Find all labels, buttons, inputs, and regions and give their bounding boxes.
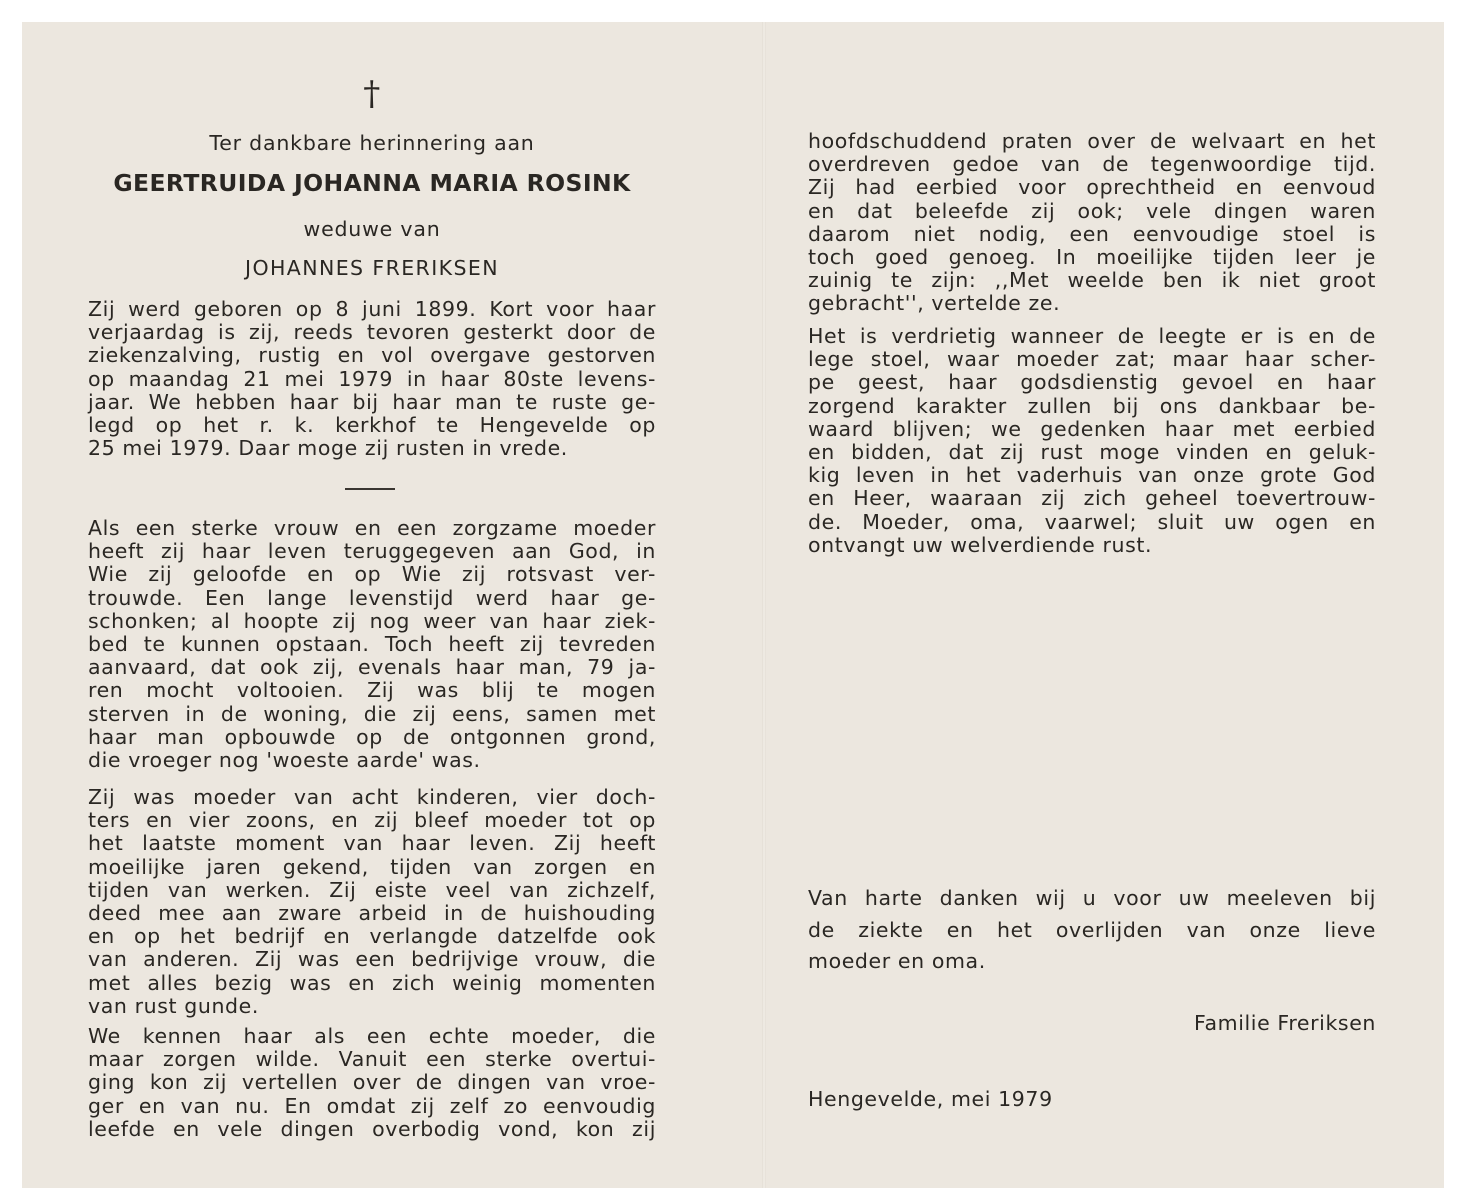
text-line: ren mocht voltooien. Zij was blij te mogen [88, 678, 656, 703]
text-line: zuinig te zijn: ,,Met weelde ben ik niet groot [808, 268, 1376, 293]
family-signature: Familie Freriksen [1193, 1011, 1376, 1035]
text-line: aanvaard, dat ook zij, evenals haar man, 79 ja- [88, 655, 656, 680]
text-line: schonken; al hoopte zij nog weer van haar ziek- [88, 608, 656, 633]
text-line: ger en van nu. En omdat zij zelf zo eenvoudig [88, 1093, 656, 1118]
text-line: verjaardag is zij, reeds tevoren gesterkt door de [88, 320, 656, 345]
text-line: lege stoel, waar moeder zat; maar haar scher- [808, 347, 1376, 372]
text-line: ging kon zij vertellen over de dingen van vroe- [88, 1070, 656, 1095]
text-line: Van harte danken wij u voor uw meeleven bij [808, 886, 1376, 910]
text-line: ters en vier zoons, en zij bleef moeder tot op [88, 808, 656, 833]
text-line: heeft zij haar leven teruggegeven aan God, in [88, 539, 656, 564]
text-line: pe geest, haar godsdienstig gevoel en haar [808, 370, 1376, 395]
widow-of-label: weduwe van [303, 217, 441, 241]
text-line: moeilijke jaren gekend, tijden van zorgen en [88, 854, 656, 879]
text-line: moeder en oma. [808, 949, 986, 973]
husband-name: JOHANNES FRERIKSEN [245, 256, 499, 280]
family-paragraph [88, 786, 656, 1018]
text-line: leefde en vele dingen overbodig vond, kon zij [88, 1116, 656, 1141]
text-line: zorgend karakter zullen bij ons dankbaar be- [808, 393, 1376, 418]
text-line: en bidden, dat zij rust moge vinden en geluk- [808, 440, 1376, 465]
memorial-card [22, 22, 1444, 1188]
text-line: en Heer, waaraan zij zich geheel toevertrouw- [808, 486, 1376, 511]
text-line: hoofdschuddend praten over de welvaart en het [808, 129, 1376, 153]
text-line: van anderen. Zij was een bedrijvige vrouw, die [88, 947, 656, 972]
text-line: jaar. We hebben haar bij haar man te ruste ge- [88, 389, 656, 414]
text-line: gebracht'', vertelde ze. [808, 291, 1061, 316]
biography-paragraph [88, 298, 656, 460]
text-line: 25 mei 1979. Daar moge zij rusten in vrede. [88, 436, 568, 461]
divider [345, 488, 395, 490]
text-line: overdreven gedoe van de tegenwoordige tijd. [808, 152, 1376, 177]
text-line: met alles bezig was en zich weinig momenten [88, 970, 656, 995]
text-line: toch goed genoeg. In moeilijke tijden leer je [808, 245, 1376, 270]
text-line: het laatste moment van haar leven. Zij heeft [88, 831, 656, 856]
thanks-paragraph [808, 883, 1376, 978]
text-line: Het is verdrietig wanneer de leegte er is en de [808, 324, 1376, 348]
text-line: en dat beleefde zij ook; vele dingen waren [808, 198, 1376, 223]
deceased-name: GEERTRUIDA JOHANNA MARIA ROSINK [113, 169, 631, 197]
text-line: Als een sterke vrouw en een zorgzame moeder [88, 516, 656, 540]
text-line: bed te kunnen opstaan. Toch heeft zij tevreden [88, 632, 656, 657]
text-line: We kennen haar als een echte moeder, die [88, 1024, 656, 1048]
text-line: en op het bedrijf en verlangde datzelfde ook [88, 924, 656, 949]
text-line: die vroeger nog 'woeste aarde' was. [88, 748, 481, 773]
text-line: deed mee aan zware arbeid in de huishouding [88, 901, 656, 926]
mother-paragraph [88, 1025, 656, 1141]
continued-paragraph [808, 130, 1376, 316]
text-line: sterven in de woning, die zij eens, samen met [88, 701, 656, 726]
text-line: Wie zij geloofde en op Wie zij rotsvast ver- [88, 562, 656, 587]
text-line: waard blijven; we gedenken haar met eerbied [808, 416, 1376, 441]
text-line: Zij werd geboren op 8 juni 1899. Kort voor haar [88, 297, 656, 321]
farewell-paragraph [808, 325, 1376, 557]
dedication-line: Ter dankbare herinnering aan [209, 131, 535, 155]
text-line: trouwde. Een lange levenstijd werd haar ge- [88, 585, 656, 610]
text-line: de ziekte en het overlijden van onze lieve [808, 917, 1376, 942]
text-line: ziekenzalving, rustig en vol overgave gestorven [88, 343, 656, 368]
text-line: kig leven in het vaderhuis van onze grote God [808, 463, 1376, 488]
text-line: daarom niet nodig, een eenvoudige stoel is [808, 221, 1376, 246]
text-line: legd op het r. k. kerkhof te Hengevelde op [88, 413, 656, 438]
card-fold [762, 22, 766, 1188]
text-line: maar zorgen wilde. Vanuit een sterke overtui- [88, 1047, 656, 1072]
life-paragraph [88, 517, 656, 772]
cross-icon: † [363, 74, 381, 114]
text-line: van rust gunde. [88, 993, 259, 1018]
text-line: de. Moeder, oma, vaarwel; sluit uw ogen en [808, 509, 1376, 534]
text-line: op maandag 21 mei 1979 in haar 80ste levens- [88, 366, 656, 391]
text-line: ontvangt uw welverdiende rust. [808, 532, 1153, 557]
place-date: Hengevelde, mei 1979 [808, 1087, 1053, 1111]
text-line: Zij had eerbied voor oprechtheid en eenvoud [808, 175, 1376, 200]
text-line: Zij was moeder van acht kinderen, vier doch- [88, 785, 656, 809]
text-line: tijden van werken. Zij eiste veel van zichzelf, [88, 877, 656, 902]
text-line: haar man opbouwde op de ontgonnen grond, [88, 724, 656, 749]
